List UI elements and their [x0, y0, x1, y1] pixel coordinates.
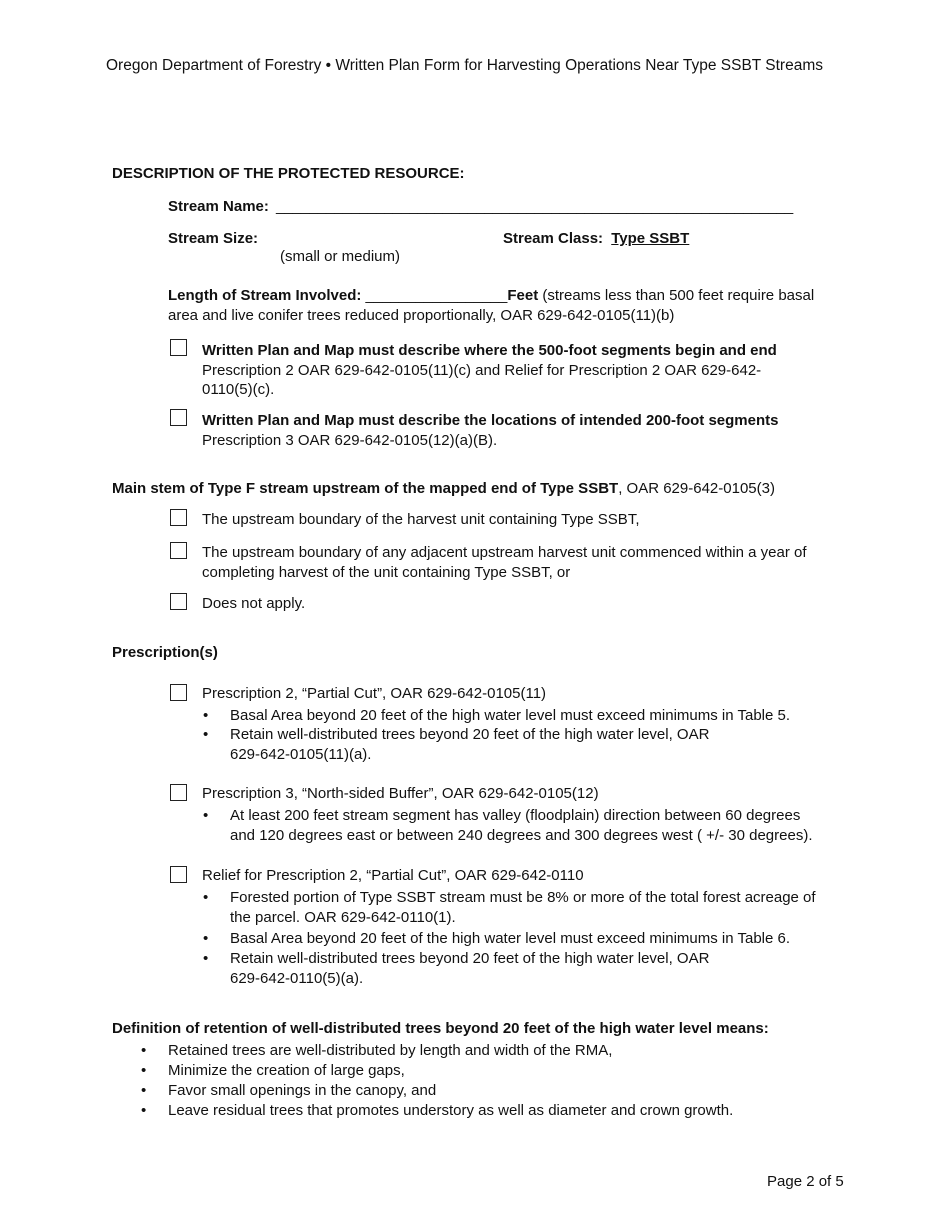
mainstem-opt3-checkbox[interactable]: [170, 593, 187, 610]
feet-label: Feet: [507, 287, 539, 304]
relief-bullet-2: Basal Area beyond 20 feet of the high water level must exceed minimums in Table 6.: [230, 930, 791, 947]
prescription-2-title: Prescription 2, “Partial Cut”, OAR 629-642-0105(11): [202, 685, 547, 702]
definition-title: Definition of retention of well-distributed trees beyond 20 feet of the high water level means:: [112, 1020, 769, 1037]
bullet-icon: •: [203, 889, 209, 906]
length-label: Length of Stream Involved:: [168, 287, 362, 304]
length-field[interactable]: _________________: [365, 287, 508, 304]
prescriptions-title: Prescription(s): [112, 644, 218, 661]
mainstem-opt2-checkbox[interactable]: [170, 542, 187, 559]
bullet-icon: •: [203, 726, 209, 743]
stream-class: [503, 230, 689, 247]
stream-size-hint: (small or medium): [280, 248, 401, 265]
prescription-2-bullet-1: Basal Area beyond 20 feet of the high water level must exceed minimums in Table 5.: [230, 707, 791, 724]
mainstem-opt1-checkbox[interactable]: [170, 509, 187, 526]
relief-bullet-1-line2: the parcel. OAR 629-642-0110(1).: [230, 908, 456, 926]
mainstem-title-bold: Main stem of Type F stream upstream of the mapped end of Type SSBT: [112, 480, 619, 497]
prescription-2-bullet-2-line1: Retain well-distributed trees beyond 20 feet of the high water level, OAR: [230, 726, 710, 743]
section-title-protected-resource: DESCRIPTION OF THE PROTECTED RESOURCE:: [112, 165, 465, 182]
definition-item: Retained trees are well-distributed by length and width of the RMA,: [168, 1042, 613, 1059]
length-of-stream: [168, 286, 858, 325]
bullet-icon: •: [203, 807, 209, 824]
relief-checkbox[interactable]: [170, 866, 187, 883]
bullet-icon: •: [141, 1042, 147, 1059]
length-note-line2: area and live conifer trees reduced proportionally, OAR 629-642-0105(11)(b): [168, 306, 675, 324]
definition-item: Favor small openings in the canopy, and: [168, 1082, 437, 1099]
mainstem-title: [112, 480, 775, 497]
prescription-3-bullet-1-line2: and 120 degrees east or between 240 degrees and 300 degrees west ( +/- 30 degrees).: [230, 826, 813, 844]
plan-200-checkbox[interactable]: [170, 409, 187, 426]
relief-bullet-3: [230, 949, 709, 988]
mainstem-opt2-line1: The upstream boundary of any adjacent upstream harvest unit commenced within a year of: [202, 544, 807, 561]
plan-200-text: [202, 411, 852, 450]
plan-200-title: Written Plan and Map must describe the locations of intended 200-foot segments: [202, 412, 779, 429]
stream-name-field[interactable]: ______________________________________________________________: [276, 198, 794, 215]
prescription-2-bullet-2: [230, 725, 709, 764]
stream-class-value: Type SSBT: [611, 230, 690, 247]
bullet-icon: •: [203, 707, 209, 724]
mainstem-opt3-label: Does not apply.: [202, 595, 306, 612]
prescription-3-title: Prescription 3, “North-sided Buffer”, OAR 629-642-0105(12): [202, 785, 599, 802]
plan-500-line2: Prescription 2 OAR 629-642-0105(11)(c) and Relief for Prescription 2 OAR 629-642-: [202, 361, 762, 379]
mainstem-title-rest: , OAR 629-642-0105(3): [618, 480, 775, 497]
prescription-2-bullet-2-line2: 629-642-0105(11)(a).: [230, 745, 372, 763]
plan-500-text: [202, 341, 852, 400]
relief-bullet-3-line2: 629-642-0110(5)(a).: [230, 969, 364, 987]
prescription-3-bullet-1: [230, 806, 812, 845]
plan-500-checkbox[interactable]: [170, 339, 187, 356]
definition-item: Leave residual trees that promotes understory as well as diameter and crown growth.: [168, 1102, 734, 1119]
relief-bullet-1-line1: Forested portion of Type SSBT stream must be 8% or more of the total forest acreage of: [230, 889, 816, 906]
page-number: Page 2 of 5: [767, 1173, 844, 1190]
plan-200-line2: Prescription 3 OAR 629-642-0105(12)(a)(B).: [202, 431, 498, 449]
relief-bullet-1: [230, 888, 850, 927]
stream-size-label: Stream Size:: [168, 230, 259, 247]
relief-bullet-3-line1: Retain well-distributed trees beyond 20 feet of the high water level, OAR: [230, 950, 710, 967]
mainstem-opt2-label: [202, 543, 852, 582]
stream-class-label: Stream Class:: [503, 230, 604, 247]
length-note: (streams less than 500 feet require basal: [538, 287, 815, 304]
bullet-icon: •: [141, 1082, 147, 1099]
mainstem-opt1-label: The upstream boundary of the harvest unit containing Type SSBT,: [202, 511, 640, 528]
mainstem-opt2-line2: completing harvest of the unit containing Type SSBT, or: [202, 563, 571, 581]
bullet-icon: •: [141, 1062, 147, 1079]
bullet-icon: •: [203, 930, 209, 947]
page-header: Oregon Department of Forestry • Written Plan Form for Harvesting Operations Near Type SSBT Streams: [106, 57, 823, 74]
plan-500-line3: 0110(5)(c).: [202, 381, 275, 398]
definition-item: Minimize the creation of large gaps,: [168, 1062, 405, 1079]
plan-500-title: Written Plan and Map must describe where the 500-foot segments begin and end: [202, 342, 777, 359]
prescription-3-bullet-1-line1: At least 200 feet stream segment has valley (floodplain) direction between 60 degrees: [230, 807, 801, 824]
relief-title: Relief for Prescription 2, “Partial Cut”, OAR 629-642-0110: [202, 867, 584, 884]
prescription-3-checkbox[interactable]: [170, 784, 187, 801]
stream-name-label: Stream Name:: [168, 198, 269, 215]
bullet-icon: •: [203, 950, 209, 967]
bullet-icon: •: [141, 1102, 147, 1119]
prescription-2-checkbox[interactable]: [170, 684, 187, 701]
